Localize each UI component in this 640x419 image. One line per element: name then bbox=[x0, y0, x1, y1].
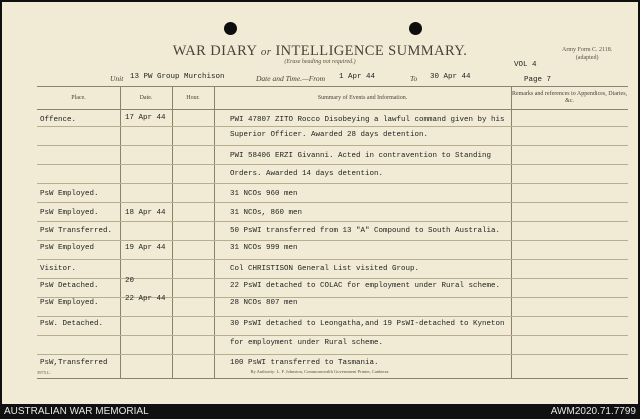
table-row bbox=[37, 127, 628, 146]
row-summary: PWI 47807 ZITO Rocco Disobeying a lawful command given by his bbox=[230, 116, 505, 124]
form-ref-line: (adapted) bbox=[575, 55, 599, 61]
war-diary-sheet bbox=[2, 2, 638, 404]
table-row bbox=[37, 184, 628, 203]
row-date: 19 Apr 44 bbox=[125, 244, 166, 252]
table-row bbox=[37, 295, 628, 317]
row-summary: Orders. Awarded 14 days detention. bbox=[230, 170, 384, 178]
title-part: WAR DIARY bbox=[172, 43, 257, 59]
form-number: 3975.L. bbox=[37, 370, 51, 375]
archive-reference: AWM2020.71.7799 bbox=[550, 406, 636, 417]
army-form-reference bbox=[562, 46, 612, 62]
volume-label: VOL 4 bbox=[514, 61, 537, 69]
form-subtitle: (Erase heading not required.) bbox=[284, 59, 356, 65]
date-from-value: 1 Apr 44 bbox=[339, 73, 376, 81]
table-row bbox=[37, 317, 628, 336]
row-date: 22 Apr 44 bbox=[125, 295, 166, 303]
row-summary: Superior Officer. Awarded 28 days detention. bbox=[230, 131, 429, 139]
row-place: PsW Detached. bbox=[40, 282, 99, 290]
row-summary: 31 NCOs 960 men bbox=[230, 190, 298, 198]
table-row bbox=[37, 108, 628, 127]
form-title bbox=[2, 43, 638, 60]
row-place: PsW Transferred. bbox=[40, 227, 113, 235]
row-summary: 30 PsWI detached to Leongatha,and 19 PsWI-detached to Kyneton bbox=[230, 320, 505, 328]
punch-hole bbox=[224, 22, 237, 35]
header-hour: Hour. bbox=[186, 94, 200, 101]
table-row bbox=[37, 146, 628, 165]
row-summary: PWI 58406 ERZI Givanni. Acted in contravention to Standing bbox=[230, 152, 492, 160]
page-number: Page 7 bbox=[524, 76, 552, 84]
row-place: PsW. Detached. bbox=[40, 320, 104, 328]
table-row bbox=[37, 203, 628, 222]
table-row bbox=[37, 336, 628, 355]
table-row bbox=[37, 222, 628, 241]
row-summary: 28 NCOs 807 men bbox=[230, 299, 298, 307]
row-place: PsW,Transferred bbox=[40, 359, 108, 367]
table-row bbox=[37, 165, 628, 184]
table-row bbox=[37, 241, 628, 260]
row-summary: Col CHRISTISON General List visited Group. bbox=[230, 265, 420, 273]
form-ref-line: Army Form C. 2118. bbox=[562, 47, 613, 53]
row-place: PsW Employed. bbox=[40, 299, 99, 307]
row-summary: 31 NCOs 999 men bbox=[230, 244, 298, 252]
header-summary: Summary of Events and Information. bbox=[317, 94, 408, 101]
row-summary: for employment under Rural scheme. bbox=[230, 339, 384, 347]
row-place: Offence. bbox=[40, 116, 77, 124]
unit-value: 13 PW Group Murchison bbox=[130, 73, 225, 81]
table-header bbox=[37, 86, 628, 110]
header-remarks: Remarks and references to Appendices, Diaries, &c. bbox=[511, 91, 628, 104]
header-place: Place. bbox=[71, 94, 86, 101]
archive-credit: AUSTRALIAN WAR MEMORIAL bbox=[4, 406, 149, 417]
row-place: PsW Employed bbox=[40, 244, 95, 252]
row-date: 18 Apr 44 bbox=[125, 209, 166, 217]
row-summary: 22 PsWI detached to COLAC for employment under Rural scheme. bbox=[230, 282, 501, 290]
row-summary: 50 PsWI transferred from 13 "A" Compound to South Australia. bbox=[230, 227, 501, 235]
date-from-label: Date and Time.—From bbox=[256, 74, 326, 83]
date-to-value: 30 Apr 44 bbox=[430, 73, 471, 81]
row-date: 20 bbox=[125, 277, 135, 285]
date-to-label: To bbox=[410, 74, 418, 83]
row-place: Visitor. bbox=[40, 265, 77, 273]
footer-rule bbox=[37, 378, 628, 379]
row-place: PsW Employed. bbox=[40, 190, 99, 198]
row-place: PsW Employed. bbox=[40, 209, 99, 217]
row-summary: 100 PsWI transferred to Tasmania. bbox=[230, 359, 379, 367]
unit-label: Unit bbox=[110, 74, 124, 83]
title-or: or bbox=[260, 46, 272, 58]
header-date: Date. bbox=[139, 94, 153, 101]
punch-hole bbox=[409, 22, 422, 35]
row-summary: 31 NCOs, 860 men bbox=[230, 209, 303, 217]
title-part: INTELLIGENCE SUMMARY. bbox=[275, 43, 468, 59]
row-date: 17 Apr 44 bbox=[125, 114, 166, 122]
printer-authority: By Authority: L. F. Johnston, Commonwealth Government Printer, Canberra. bbox=[250, 369, 390, 374]
